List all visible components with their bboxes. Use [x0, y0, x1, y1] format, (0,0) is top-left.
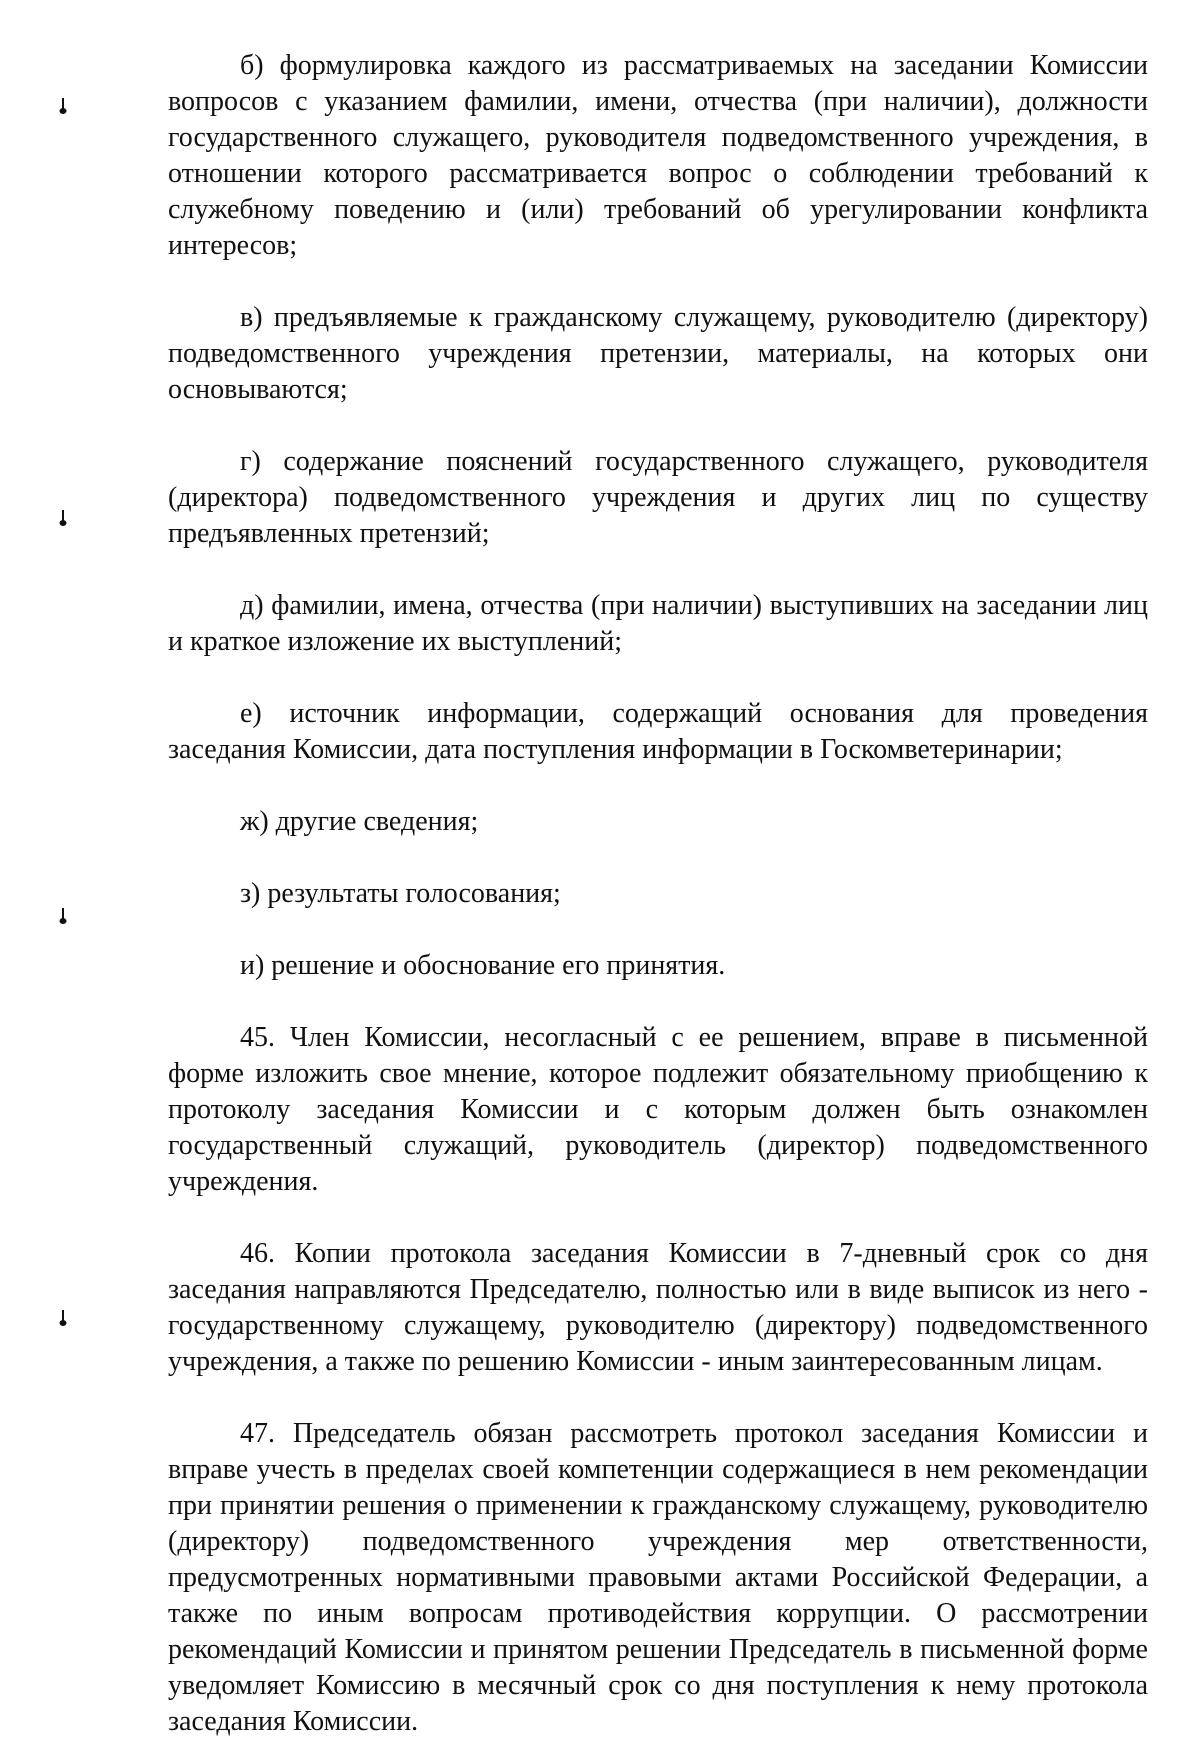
paragraph-d: д) фамилии, имена, отчества (при наличии) выступивших на заседании лиц и краткое изложение их выступлений;: [168, 590, 1148, 657]
binder-mark: [58, 508, 68, 528]
paragraph-i: и) решение и обоснование его принятия.: [240, 950, 726, 981]
paragraph-47: 47. Председатель обязан рассмотреть протокол заседания Комиссии и вправе учесть в пределах своей компетенции содержащиеся в нем рекомендации при принятии решения о применении к гражданскому служащему, руководителю (директору) подведомственного учреждения мер ответственности, предусмотренных нормативными правовыми актами Российской Федерации, а также по иным вопросам противодействия коррупции. О рассмотрении рекомендаций Комиссии и принятом решении Председатель в письменной форме уведомляет Комиссию в месячный срок со дня поступления к нему протокола заседания Комиссии.: [168, 1418, 1148, 1737]
binder-mark: [58, 1308, 68, 1328]
paragraph-z: з) результаты голосования;: [240, 878, 561, 909]
document-body: [168, 48, 1148, 1740]
paragraph-zh: ж) другие сведения;: [240, 806, 479, 837]
paragraph-g: г) содержание пояснений государственного служащего, руководителя (директора) подведомственного учреждения и других лиц по существу предъявленных претензий;: [168, 446, 1148, 549]
paragraph-46: 46. Копии протокола заседания Комиссии в 7-дневный срок со дня заседания направляются Председателю, полностью или в виде выписок из него - государственному служащему, руководителю (директору) подведомственного учреждения, а также по решению Комиссии - иным заинтересованным лицам.: [168, 1238, 1148, 1377]
paragraph-45: 45. Член Комиссии, несогласный с ее решением, вправе в письменной форме изложить свое мнение, которое подлежит обязательному приобщению к протоколу заседания Комиссии и с которым должен быть ознакомлен государственный служащий, руководитель (директор) подведомственного учреждения.: [168, 1022, 1148, 1197]
paragraph-e: е) источник информации, содержащий основания для проведения заседания Комиссии, дата поступления информации в Госкомветеринарии;: [168, 698, 1148, 765]
binder-mark: [58, 96, 68, 116]
binder-mark: [58, 906, 68, 926]
paragraph-b: б) формулировка каждого из рассматриваемых на заседании Комиссии вопросов с указанием фамилии, имени, отчества (при наличии), должности государственного служащего, руководителя подведомственного учреждения, в отношении которого рассматривается вопрос о соблюдении требований к служебному поведению и (или) требований об урегулировании конфликта интересов;: [168, 50, 1148, 261]
paragraph-v: в) предъявляемые к гражданскому служащему, руководителю (директору) подведомственного учреждения претензии, материалы, на которых они основываются;: [168, 302, 1148, 405]
